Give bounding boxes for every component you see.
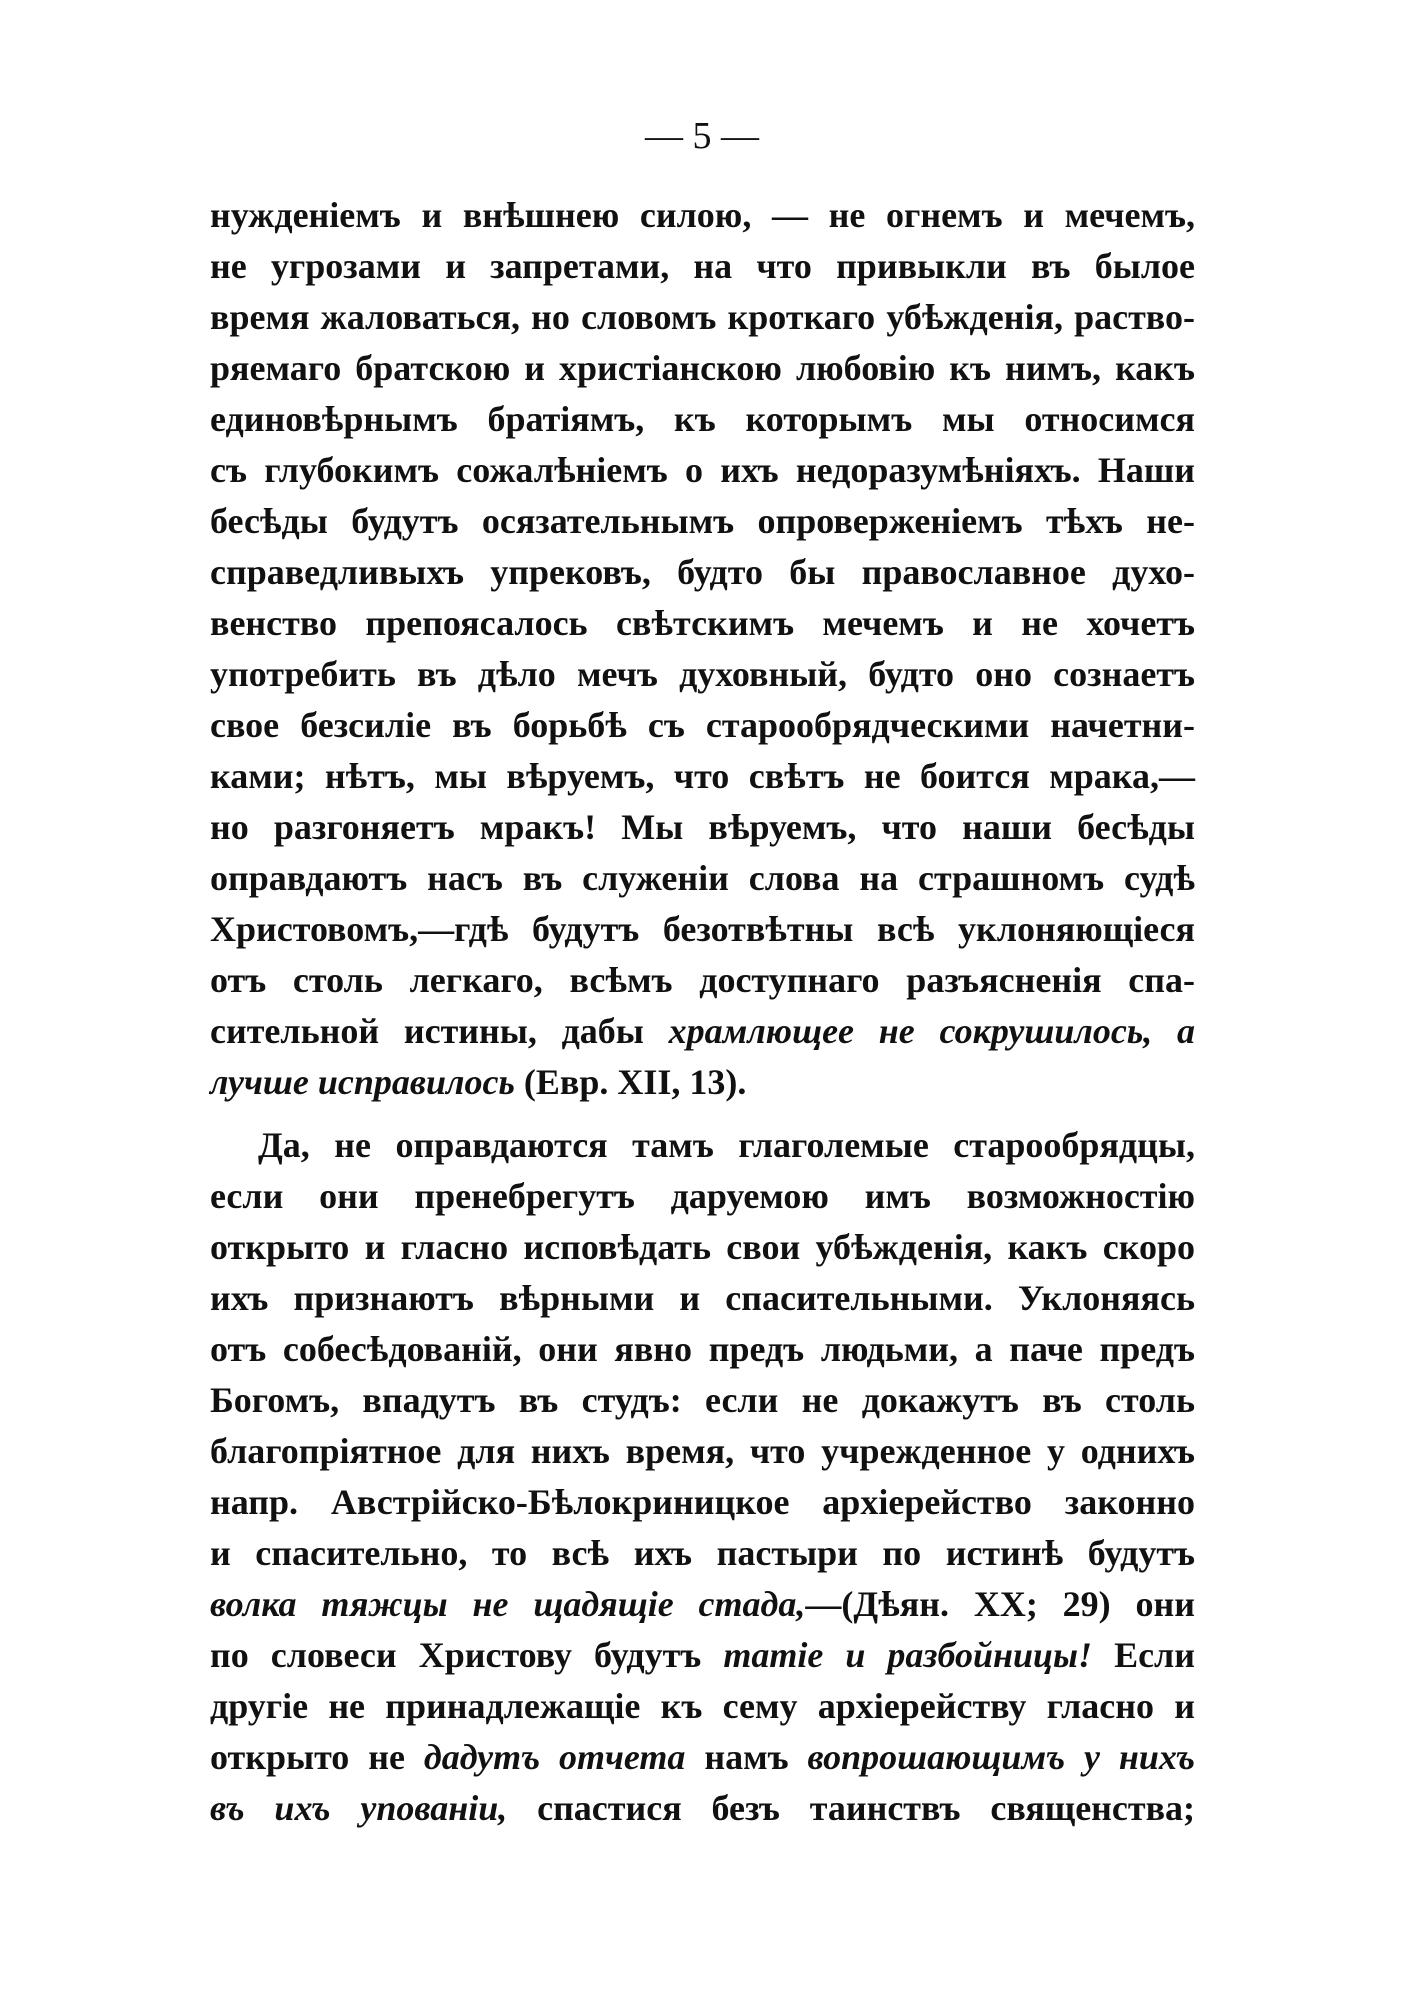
text-segment: употребить въ дѣло мечъ духовный, будто оно сознаетъ (210, 654, 1195, 694)
text-line (210, 1120, 1195, 1171)
text-line (210, 343, 1195, 394)
text-segment: нужденіемъ и внѣшнею силою, — не огнемъ и мечемъ, (210, 195, 1195, 235)
text-segment: не угрозами и запретами, на что привыкли въ былое (210, 246, 1195, 286)
text-segment: справедливыхъ упрековъ, будто бы православное духо- (210, 552, 1195, 592)
text-segment: но разгоняетъ мракъ! Мы вѣруемъ, что наши бесѣды (210, 807, 1195, 847)
text-line (210, 700, 1195, 751)
text-segment: венство препоясалось свѣтскимъ мечемъ и не хочетъ (210, 603, 1195, 643)
text-segment: Христовомъ,—гдѣ будутъ безотвѣтны всѣ уклоняющіеся (210, 909, 1195, 949)
text-segment: —(Дѣян. XX; 29) они (805, 1584, 1195, 1624)
text-line (210, 1324, 1195, 1375)
text-segment: Богомъ, впадутъ въ студъ: если не докажутъ въ столь (210, 1380, 1195, 1420)
text-segment: по словеси Христову будутъ (210, 1635, 724, 1675)
paragraph (210, 190, 1195, 1108)
text-line (210, 292, 1195, 343)
text-segment: открыто и гласно исповѣдать свои убѣжденія, какъ скоро (210, 1227, 1195, 1267)
text-line (210, 853, 1195, 904)
text-line (210, 802, 1195, 853)
text-line (210, 496, 1195, 547)
text-segment: благопріятное для нихъ время, что учрежденное у однихъ (210, 1431, 1195, 1471)
italic-text: дадутъ отчета (423, 1737, 686, 1777)
text-line (210, 955, 1195, 1006)
text-segment: оправдаютъ насъ въ служеніи слова на страшномъ судѣ (210, 858, 1195, 898)
italic-text: въ ихъ упованіи, (210, 1788, 508, 1828)
text-segment: ками; нѣтъ, мы вѣруемъ, что свѣтъ не боится мрака,— (210, 756, 1195, 796)
text-line (210, 904, 1195, 955)
italic-text: татіе и разбойницы! (723, 1635, 1093, 1675)
text-segment: единовѣрнымъ братіямъ, къ которымъ мы относимся (210, 399, 1195, 439)
text-segment: сительной истины, дабы (210, 1011, 669, 1051)
text-line (210, 1579, 1195, 1630)
text-line (210, 1732, 1195, 1783)
text-segment: и спасительно, то всѣ ихъ пастыри по истинѣ будутъ (210, 1533, 1195, 1573)
text-line (210, 1426, 1195, 1477)
text-segment: свое безсиліе въ борьбѣ съ старообрядческими начетни- (210, 705, 1195, 745)
text-line (210, 1222, 1195, 1273)
text-line (210, 190, 1195, 241)
text-segment: (Евр. XII, 13). (514, 1062, 747, 1102)
text-segment: ихъ признаютъ вѣрными и спасительными. Уклоняясь (210, 1278, 1195, 1318)
text-segment: съ глубокимъ сожалѣніемъ о ихъ недоразумѣніяхъ. Наши (210, 450, 1195, 490)
text-line (210, 598, 1195, 649)
text-segment: если они пренебрегутъ даруемою имъ возможностію (210, 1176, 1195, 1216)
paragraph-gap (210, 1108, 1195, 1120)
text-line (210, 1783, 1195, 1834)
text-segment: спастися безъ таинствъ священства; (507, 1788, 1196, 1828)
text-line (210, 1375, 1195, 1426)
italic-text: храмлющее не сокрушилось, а (668, 1011, 1195, 1051)
page-number: — 5 — (645, 115, 759, 157)
text-line (210, 1171, 1195, 1222)
text-line (210, 1273, 1195, 1324)
body-text (210, 190, 1195, 1834)
text-segment: напр. Австрійско-Бѣлокриницкое архіерейство законно (210, 1482, 1195, 1522)
text-segment: намъ (685, 1737, 808, 1777)
text-line (210, 445, 1195, 496)
text-line (210, 1528, 1195, 1579)
text-line (210, 649, 1195, 700)
text-line (210, 1006, 1195, 1057)
text-segment: открыто не (210, 1737, 424, 1777)
italic-text: вопрошающимъ у нихъ (807, 1737, 1195, 1777)
text-line (210, 394, 1195, 445)
text-line (210, 1681, 1195, 1732)
text-line (210, 751, 1195, 802)
italic-text: лучше исправилось (210, 1062, 515, 1102)
text-segment: ряемаго братскою и христіанскою любовію къ нимъ, какъ (210, 348, 1195, 388)
text-line (210, 241, 1195, 292)
text-line (210, 547, 1195, 598)
text-segment: отъ собесѣдованій, они явно предъ людьми, а паче предъ (210, 1329, 1195, 1369)
text-line (210, 1057, 1195, 1108)
text-segment: время жаловаться, но словомъ кроткаго убѣжденія, раство- (210, 297, 1195, 337)
paragraph (210, 1120, 1195, 1834)
text-line (210, 1630, 1195, 1681)
text-segment: бесѣды будутъ осязательнымъ опроверженіемъ тѣхъ не- (210, 501, 1195, 541)
text-segment: Если (1092, 1635, 1195, 1675)
italic-text: волка тяжцы не щадящіе стада, (210, 1584, 806, 1624)
text-segment: Да, не оправдаются тамъ глаголемые старообрядцы, (258, 1125, 1195, 1165)
text-line (210, 1477, 1195, 1528)
text-segment: отъ столь легкаго, всѣмъ доступнаго разъясненія спа- (210, 960, 1195, 1000)
text-segment: другіе не принадлежащіе къ сему архіерейству гласно и (210, 1686, 1195, 1726)
